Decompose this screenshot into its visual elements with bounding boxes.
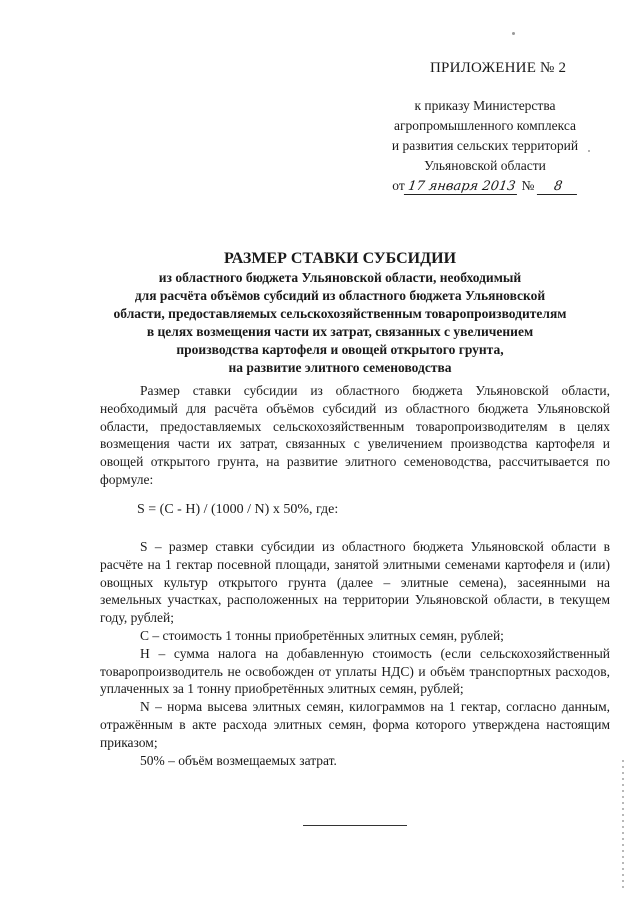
document-title — [60, 249, 620, 377]
title-line: в целях возмещения части их затрат, связанных с увеличением — [146, 324, 534, 339]
title-main: РАЗМЕР СТАВКИ СУБСИДИИ — [223, 250, 457, 267]
title-line: области, предоставляемых сельскохозяйственным товаропроизводителям — [113, 306, 567, 321]
order-line: и развития сельских территорий — [391, 138, 579, 153]
order-reference — [370, 96, 600, 196]
appendix-label: ПРИЛОЖЕНИЕ № 2 — [430, 60, 567, 76]
order-line: агропромышленного комплекса — [394, 118, 576, 133]
intro-paragraph-block — [100, 382, 610, 489]
scan-edge-artifact — [622, 760, 624, 890]
end-divider — [303, 825, 407, 826]
scan-speck — [512, 32, 515, 35]
definitions-list — [100, 538, 610, 769]
title-line: для расчёта объёмов субсидий из областного бюджета Ульяновской — [134, 288, 546, 303]
definition-percent: 50% – объём возмещаемых затрат. — [140, 752, 337, 768]
handwritten-number: 8 — [537, 179, 579, 195]
title-line: производства картофеля и овощей открытого грунта, — [176, 342, 504, 357]
order-line: к приказу Министерства — [414, 98, 556, 113]
number-prefix: № — [521, 178, 535, 193]
definition-c: С – стоимость 1 тонны приобретённых элитных семян, рублей; — [140, 627, 504, 643]
title-line: из областного бюджета Ульяновской области, необходимый — [158, 270, 522, 285]
order-date-row — [370, 176, 600, 196]
title-line: на развитие элитного семеноводства — [228, 360, 452, 375]
date-prefix: от — [392, 178, 405, 193]
formula: S = (С - Н) / (1000 / N) х 50%, где: — [137, 502, 339, 517]
definition-n: N – норма высева элитных семян, килограммов на 1 гектар, согласно данным, отражённым в акте расхода элитных семян, форма которого утверждена настоящим приказом; — [100, 699, 610, 750]
definition-h: Н – сумма налога на добавленную стоимость (если сельскохозяйственный товаропроизводитель не освобожден от уплаты НДС) и объём транспортных расходов, уплаченных за 1 тонну приобретённых элитных семян, рублей; — [100, 645, 610, 697]
handwritten-date: 17 января 2013 — [404, 179, 520, 195]
definition-s: S – размер ставки субсидии из областного бюджета Ульяновской области в расчёте на 1 гектар посевной площади, занятой элитными семенами картофеля и (или) овощных культур открытого грунта (далее – элитные семена), засеянными на земельных участках, расположенных на территории Ульяновской области, в текущем году, рублей; — [100, 539, 610, 626]
order-line: Ульяновской области — [424, 158, 546, 173]
intro-paragraph: Размер ставки субсидии из областного бюджета Ульяновской области, необходимый для расчёта объёмов субсидий из областного бюджета Ульяновской области, предоставляемых сельскохозяйственным товаропроизводителям в целях возмещения части их затрат, связанных с увеличением производства картофеля и овощей открытого грунта, на развитие элитного семеноводства, рассчитывается по формуле: — [100, 383, 610, 487]
